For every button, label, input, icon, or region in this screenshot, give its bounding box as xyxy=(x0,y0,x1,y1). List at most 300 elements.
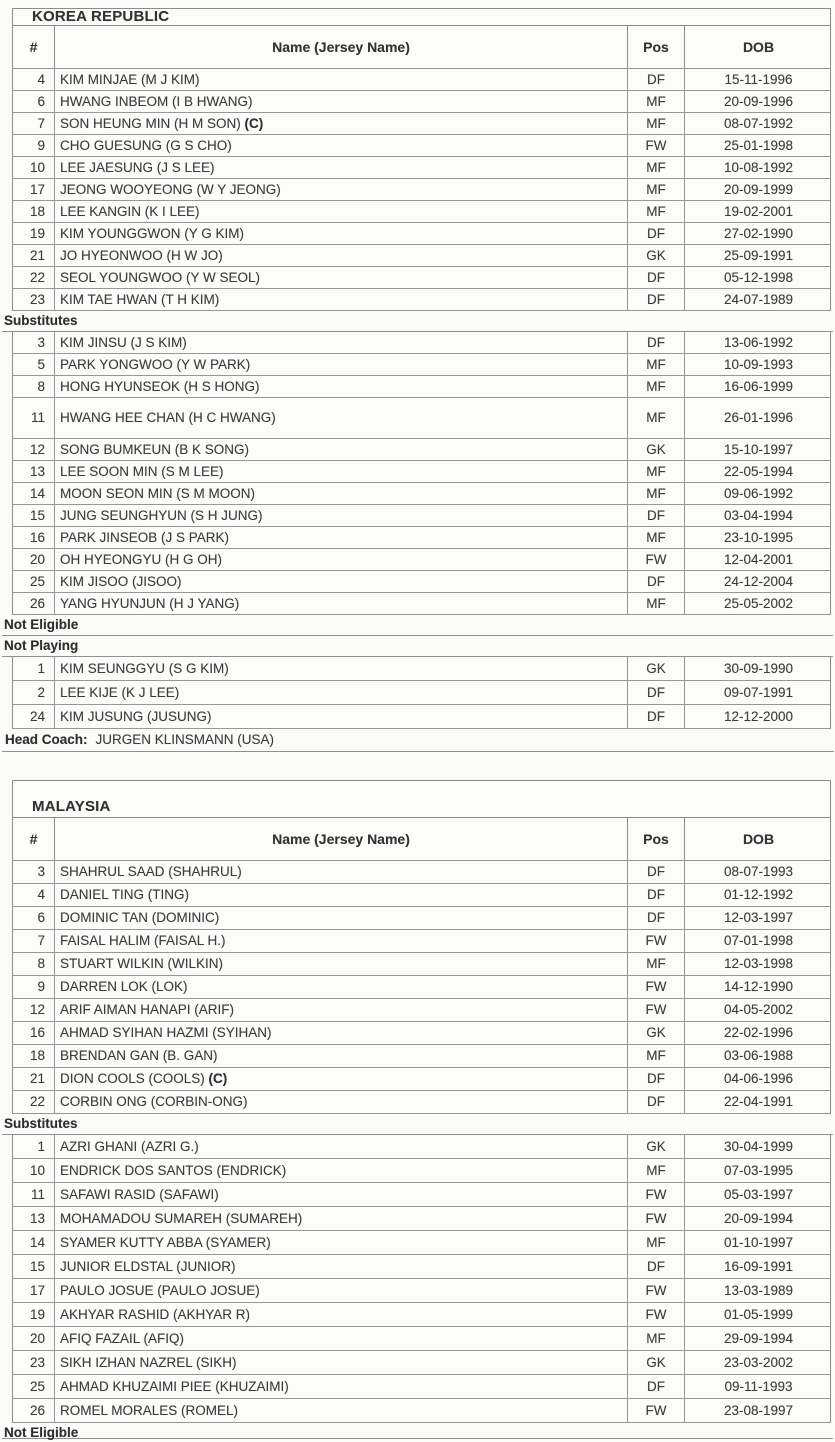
player-position: FW xyxy=(627,135,684,156)
player-position: FW xyxy=(627,999,684,1021)
player-dob: 08-07-1993 xyxy=(684,861,832,883)
team-title: MALAYSIA xyxy=(12,780,831,818)
player-name: CORBIN ONG (CORBIN-ONG) xyxy=(60,1094,248,1109)
player-name: MOON SEON MIN (S M MOON) xyxy=(60,486,255,501)
player-number: 26 xyxy=(29,596,45,611)
player-number: 16 xyxy=(29,1025,45,1040)
player-name: SONG BUMKEUN (B K SONG) xyxy=(60,442,250,457)
player-name-cell xyxy=(54,884,627,906)
player-position: DF xyxy=(627,332,684,353)
player-name: YANG HYUNJUN (H J YANG) xyxy=(60,596,240,611)
player-name-cell xyxy=(54,91,627,112)
player-position: MF xyxy=(627,527,684,548)
player-name-cell xyxy=(54,861,627,883)
player-position: MF xyxy=(627,483,684,504)
player-name-cell xyxy=(54,135,627,156)
player-number: 3 xyxy=(37,864,45,879)
player-dob: 01-10-1997 xyxy=(684,1231,832,1254)
player-name: AKHYAR RASHID (AKHYAR R) xyxy=(60,1307,251,1322)
player-position: FW xyxy=(627,1183,684,1206)
player-number: 8 xyxy=(37,956,45,971)
player-name-cell xyxy=(54,289,627,310)
player-name: DANIEL TING (TING) xyxy=(60,887,190,902)
player-position: FW xyxy=(627,549,684,570)
player-number: 1 xyxy=(37,661,45,676)
player-row xyxy=(12,439,831,461)
player-name: DOMINIC TAN (DOMINIC) xyxy=(60,910,220,925)
player-name: SYAMER KUTTY ABBA (SYAMER) xyxy=(60,1235,271,1250)
player-row xyxy=(12,1207,831,1231)
player-position: DF xyxy=(627,289,684,310)
player-name-cell xyxy=(54,549,627,570)
player-name: AHMAD KHUZAIMI PIEE (KHUZAIMI) xyxy=(60,1379,289,1394)
player-row xyxy=(12,999,831,1022)
player-position: MF xyxy=(627,953,684,975)
player-name: JUNIOR ELDSTAL (JUNIOR) xyxy=(60,1259,236,1274)
player-dob: 30-09-1990 xyxy=(684,657,832,680)
head-coach-name: JURGEN KLINSMANN (USA) xyxy=(95,732,275,747)
player-number: 14 xyxy=(29,1235,45,1250)
player-name: KIM YOUNGGWON (Y G KIM) xyxy=(60,226,245,241)
table-gap xyxy=(12,752,835,780)
player-position: DF xyxy=(627,1091,684,1113)
player-number: 18 xyxy=(29,204,45,219)
player-position: MF xyxy=(627,354,684,375)
player-name-cell xyxy=(54,1399,627,1422)
player-row xyxy=(12,1327,831,1351)
player-dob: 01-12-1992 xyxy=(684,884,832,906)
player-position: GK xyxy=(627,1022,684,1044)
player-number: 10 xyxy=(29,160,45,175)
player-dob: 16-09-1991 xyxy=(684,1255,832,1278)
player-number: 1 xyxy=(37,1139,45,1154)
player-name-cell xyxy=(54,1022,627,1044)
captain-mark: (C) xyxy=(208,1071,228,1086)
player-dob: 03-06-1988 xyxy=(684,1045,832,1067)
player-dob: 05-12-1998 xyxy=(684,267,832,288)
player-name: SON HEUNG MIN (H M SON) xyxy=(60,116,241,131)
player-number: 22 xyxy=(29,1094,45,1109)
player-position: MF xyxy=(627,179,684,200)
player-name: AFIQ FAZAIL (AFIQ) xyxy=(60,1331,185,1346)
player-name-cell xyxy=(54,1159,627,1182)
player-name-cell xyxy=(54,69,627,90)
player-name: SEOL YOUNGWOO (Y W SEOL) xyxy=(60,270,261,285)
player-name-cell xyxy=(54,1091,627,1113)
player-name: KIM JISOO (JISOO) xyxy=(60,574,182,589)
player-dob: 14-12-1990 xyxy=(684,976,832,998)
player-position: MF xyxy=(627,1159,684,1182)
player-row xyxy=(12,1303,831,1327)
player-number: 9 xyxy=(37,138,45,153)
player-dob: 26-01-1996 xyxy=(684,398,832,438)
player-row xyxy=(12,527,831,549)
table-header-row xyxy=(12,818,831,861)
player-dob: 19-02-2001 xyxy=(684,201,832,222)
player-name: JUNG SEUNGHYUN (S H JUNG) xyxy=(60,508,263,523)
player-name-cell xyxy=(54,1135,627,1158)
player-dob: 29-09-1994 xyxy=(684,1327,832,1350)
player-name-cell xyxy=(54,439,627,460)
player-position: DF xyxy=(627,1255,684,1278)
player-position: DF xyxy=(627,1068,684,1090)
player-number: 21 xyxy=(29,248,45,263)
player-row xyxy=(12,1399,831,1423)
section-label-substitutes: Substitutes xyxy=(2,311,833,332)
player-position: FW xyxy=(627,1303,684,1326)
player-row xyxy=(12,398,831,439)
player-dob: 25-01-1998 xyxy=(684,135,832,156)
player-name: MOHAMADOU SUMAREH (SUMAREH) xyxy=(60,1211,303,1226)
player-position: MF xyxy=(627,91,684,112)
player-position: MF xyxy=(627,1327,684,1350)
player-name: ROMEL MORALES (ROMEL) xyxy=(60,1403,239,1418)
player-name: OH HYEONGYU (H G OH) xyxy=(60,552,223,567)
player-number: 26 xyxy=(29,1403,45,1418)
player-number: 14 xyxy=(29,486,45,501)
player-position: DF xyxy=(627,907,684,929)
player-name-cell xyxy=(54,157,627,178)
player-dob: 10-09-1993 xyxy=(684,354,832,375)
player-row xyxy=(12,549,831,571)
player-number: 24 xyxy=(29,709,45,724)
player-dob: 24-12-2004 xyxy=(684,571,832,592)
player-row xyxy=(12,157,831,179)
player-dob: 23-03-2002 xyxy=(684,1351,832,1374)
player-row xyxy=(12,1279,831,1303)
player-number: 18 xyxy=(29,1048,45,1063)
player-name: CHO GUESUNG (G S CHO) xyxy=(60,138,232,153)
player-dob: 03-04-1994 xyxy=(684,505,832,526)
player-name-cell xyxy=(54,461,627,482)
player-number: 4 xyxy=(37,72,45,87)
player-position: GK xyxy=(627,439,684,460)
player-row xyxy=(12,1091,831,1114)
player-name-cell xyxy=(54,505,627,526)
player-name: KIM JUSUNG (JUSUNG) xyxy=(60,709,212,724)
player-name: FAISAL HALIM (FAISAL H.) xyxy=(60,933,226,948)
player-name: KIM SEUNGGYU (S G KIM) xyxy=(60,661,229,676)
player-name-cell xyxy=(54,398,627,438)
player-name: KIM MINJAE (M J KIM) xyxy=(60,72,200,87)
player-row xyxy=(12,861,831,884)
player-name: KIM JINSU (J S KIM) xyxy=(60,335,187,350)
player-number: 2 xyxy=(37,685,45,700)
player-position: FW xyxy=(627,930,684,952)
player-number: 3 xyxy=(37,335,45,350)
player-name: LEE KANGIN (K I LEE) xyxy=(60,204,200,219)
column-header-number: # xyxy=(29,39,38,55)
player-name-cell xyxy=(54,1279,627,1302)
player-number: 20 xyxy=(29,552,45,567)
player-dob: 25-05-2002 xyxy=(684,593,832,614)
column-header-number: # xyxy=(29,831,38,847)
player-row xyxy=(12,1135,831,1159)
player-row xyxy=(12,907,831,930)
player-number: 12 xyxy=(29,442,45,457)
player-row xyxy=(12,1045,831,1068)
player-name-cell xyxy=(54,1231,627,1254)
player-position: MF xyxy=(627,1045,684,1067)
player-position: MF xyxy=(627,461,684,482)
player-row xyxy=(12,505,831,527)
player-position: FW xyxy=(627,1207,684,1230)
player-name-cell xyxy=(54,527,627,548)
player-number: 6 xyxy=(37,94,45,109)
player-name-cell xyxy=(54,1045,627,1067)
player-row xyxy=(12,289,831,311)
player-name: SHAHRUL SAAD (SHAHRUL) xyxy=(60,864,242,879)
player-number: 6 xyxy=(37,910,45,925)
player-number: 8 xyxy=(37,379,45,394)
player-name-cell xyxy=(54,201,627,222)
player-name-cell xyxy=(54,930,627,952)
column-header-name: Name (Jersey Name) xyxy=(54,818,627,860)
player-dob: 24-07-1989 xyxy=(684,289,832,310)
player-dob: 10-08-1992 xyxy=(684,157,832,178)
section-label-not-eligible: Not Eligible xyxy=(2,615,833,636)
player-number: 20 xyxy=(29,1331,45,1346)
player-dob: 23-08-1997 xyxy=(684,1399,832,1422)
player-number: 22 xyxy=(29,270,45,285)
player-row xyxy=(12,461,831,483)
column-header-dob: DOB xyxy=(684,26,832,68)
player-row xyxy=(12,483,831,505)
player-position: DF xyxy=(627,571,684,592)
player-name: SIKH IZHAN NAZREL (SIKH) xyxy=(60,1355,237,1370)
player-name-cell xyxy=(54,1255,627,1278)
player-number: 7 xyxy=(37,116,45,131)
player-dob: 05-03-1997 xyxy=(684,1183,832,1206)
player-name: JO HYEONWOO (H W JO) xyxy=(60,248,223,263)
player-name-cell xyxy=(54,223,627,244)
player-name-cell xyxy=(54,681,627,704)
player-dob: 22-04-1991 xyxy=(684,1091,832,1113)
player-number: 19 xyxy=(29,226,45,241)
column-header-dob: DOB xyxy=(684,818,832,860)
player-number: 25 xyxy=(29,574,45,589)
player-name-cell xyxy=(54,376,627,397)
player-row xyxy=(12,593,831,615)
player-name: AZRI GHANI (AZRI G.) xyxy=(60,1139,199,1154)
player-number: 21 xyxy=(29,1071,45,1086)
team-roster-table xyxy=(4,8,831,752)
player-name-cell xyxy=(54,1303,627,1326)
player-position: MF xyxy=(627,201,684,222)
player-name-cell xyxy=(54,1207,627,1230)
player-position: DF xyxy=(627,884,684,906)
player-dob: 20-09-1996 xyxy=(684,91,832,112)
player-number: 13 xyxy=(29,464,45,479)
player-number: 15 xyxy=(29,508,45,523)
player-row xyxy=(12,201,831,223)
player-dob: 07-01-1998 xyxy=(684,930,832,952)
player-row xyxy=(12,681,831,705)
player-dob: 27-02-1990 xyxy=(684,223,832,244)
player-dob: 08-07-1992 xyxy=(684,113,832,134)
head-coach-label: Head Coach: xyxy=(5,732,88,747)
player-name-cell xyxy=(54,113,627,134)
player-dob: 12-03-1997 xyxy=(684,907,832,929)
column-header-position: Pos xyxy=(627,26,684,68)
player-position: DF xyxy=(627,705,684,728)
player-row xyxy=(12,1183,831,1207)
player-number: 17 xyxy=(29,1283,45,1298)
player-row xyxy=(12,1068,831,1091)
player-name: PAULO JOSUE (PAULO JOSUE) xyxy=(60,1283,260,1298)
player-name: HWANG INBEOM (I B HWANG) xyxy=(60,94,253,109)
player-number: 16 xyxy=(29,530,45,545)
player-row xyxy=(12,113,831,135)
player-name: KIM TAE HWAN (T H KIM) xyxy=(60,292,220,307)
player-dob: 15-10-1997 xyxy=(684,439,832,460)
player-position: MF xyxy=(627,1231,684,1254)
player-position: GK xyxy=(627,245,684,266)
player-name-cell xyxy=(54,483,627,504)
player-position: MF xyxy=(627,398,684,438)
player-row xyxy=(12,1375,831,1399)
player-name-cell xyxy=(54,1375,627,1398)
player-name-cell xyxy=(54,1327,627,1350)
player-number: 12 xyxy=(29,1002,45,1017)
player-position: DF xyxy=(627,861,684,883)
player-name-cell xyxy=(54,593,627,614)
section-label-substitutes: Substitutes xyxy=(2,1114,833,1135)
player-name-cell xyxy=(54,976,627,998)
player-position: GK xyxy=(627,1351,684,1374)
column-header-name: Name (Jersey Name) xyxy=(54,26,627,68)
player-name: HONG HYUNSEOK (H S HONG) xyxy=(60,379,260,394)
player-name: PARK JINSEOB (J S PARK) xyxy=(60,530,230,545)
player-name-cell xyxy=(54,657,627,680)
player-position: GK xyxy=(627,657,684,680)
player-name-cell xyxy=(54,1183,627,1206)
player-name-cell xyxy=(54,953,627,975)
player-row xyxy=(12,930,831,953)
player-number: 13 xyxy=(29,1211,45,1226)
player-row xyxy=(12,135,831,157)
player-number: 11 xyxy=(30,1187,45,1202)
player-number: 17 xyxy=(29,182,45,197)
player-row xyxy=(12,1255,831,1279)
player-name: LEE JAESUNG (J S LEE) xyxy=(60,160,215,175)
player-row xyxy=(12,245,831,267)
player-dob: 07-03-1995 xyxy=(684,1159,832,1182)
player-dob: 12-04-2001 xyxy=(684,549,832,570)
player-position: FW xyxy=(627,976,684,998)
player-row xyxy=(12,69,831,91)
player-position: DF xyxy=(627,681,684,704)
player-name: HWANG HEE CHAN (H C HWANG) xyxy=(60,410,276,425)
player-name: DION COOLS (COOLS) xyxy=(60,1071,205,1086)
player-row xyxy=(12,223,831,245)
player-dob: 13-06-1992 xyxy=(684,332,832,353)
player-row xyxy=(12,571,831,593)
player-row xyxy=(12,354,831,376)
player-name-cell xyxy=(54,571,627,592)
column-header-position: Pos xyxy=(627,818,684,860)
team-roster-table xyxy=(4,780,831,1440)
player-name-cell xyxy=(54,267,627,288)
player-name: LEE SOON MIN (S M LEE) xyxy=(60,464,224,479)
player-position: MF xyxy=(627,113,684,134)
player-dob: 01-05-1999 xyxy=(684,1303,832,1326)
player-position: MF xyxy=(627,376,684,397)
player-dob: 12-03-1998 xyxy=(684,953,832,975)
player-position: GK xyxy=(627,1135,684,1158)
player-row xyxy=(12,1231,831,1255)
player-name-cell xyxy=(54,907,627,929)
player-name: ENDRICK DOS SANTOS (ENDRICK) xyxy=(60,1163,287,1178)
player-name-cell xyxy=(54,245,627,266)
player-number: 7 xyxy=(37,933,45,948)
player-name: SAFAWI RASID (SAFAWI) xyxy=(60,1187,219,1202)
player-dob: 04-06-1996 xyxy=(684,1068,832,1090)
player-name-cell xyxy=(54,332,627,353)
player-row xyxy=(12,1159,831,1183)
player-row xyxy=(12,1022,831,1045)
player-name-cell xyxy=(54,999,627,1021)
player-dob: 15-11-1996 xyxy=(684,69,832,90)
player-name: PARK YONGWOO (Y W PARK) xyxy=(60,357,251,372)
head-coach-row xyxy=(2,729,834,752)
player-dob: 23-10-1995 xyxy=(684,527,832,548)
player-position: DF xyxy=(627,69,684,90)
player-row xyxy=(12,91,831,113)
section-label-not-eligible: Not Eligible xyxy=(2,1423,833,1439)
player-dob: 22-02-1996 xyxy=(684,1022,832,1044)
player-row xyxy=(12,884,831,907)
player-position: MF xyxy=(627,593,684,614)
player-name-cell xyxy=(54,1351,627,1374)
player-row xyxy=(12,267,831,289)
player-name: DARREN LOK (LOK) xyxy=(60,979,188,994)
player-position: FW xyxy=(627,1399,684,1422)
player-position: DF xyxy=(627,505,684,526)
player-name-cell xyxy=(54,1068,627,1090)
player-number: 4 xyxy=(37,887,45,902)
player-name-cell xyxy=(54,705,627,728)
player-position: DF xyxy=(627,1375,684,1398)
player-number: 23 xyxy=(29,292,45,307)
player-row xyxy=(12,657,831,681)
player-number: 25 xyxy=(29,1379,45,1394)
player-row xyxy=(12,376,831,398)
player-row xyxy=(12,705,831,729)
player-dob: 20-09-1994 xyxy=(684,1207,832,1230)
player-dob: 16-06-1999 xyxy=(684,376,832,397)
player-position: DF xyxy=(627,267,684,288)
player-row xyxy=(12,1351,831,1375)
player-dob: 09-11-1993 xyxy=(684,1375,832,1398)
team-title: KOREA REPUBLIC xyxy=(12,8,831,26)
player-row xyxy=(12,332,831,354)
player-dob: 25-09-1991 xyxy=(684,245,832,266)
player-position: MF xyxy=(627,157,684,178)
player-name: ARIF AIMAN HANAPI (ARIF) xyxy=(60,1002,235,1017)
player-dob: 09-06-1992 xyxy=(684,483,832,504)
player-number: 19 xyxy=(29,1307,45,1322)
table-header-row xyxy=(12,26,831,69)
player-name-cell xyxy=(54,179,627,200)
section-label-not-playing: Not Playing xyxy=(2,636,833,657)
captain-mark: (C) xyxy=(244,116,264,131)
player-position: DF xyxy=(627,223,684,244)
player-dob: 20-09-1999 xyxy=(684,179,832,200)
player-number: 23 xyxy=(29,1355,45,1370)
player-row xyxy=(12,976,831,999)
player-name-cell xyxy=(54,354,627,375)
